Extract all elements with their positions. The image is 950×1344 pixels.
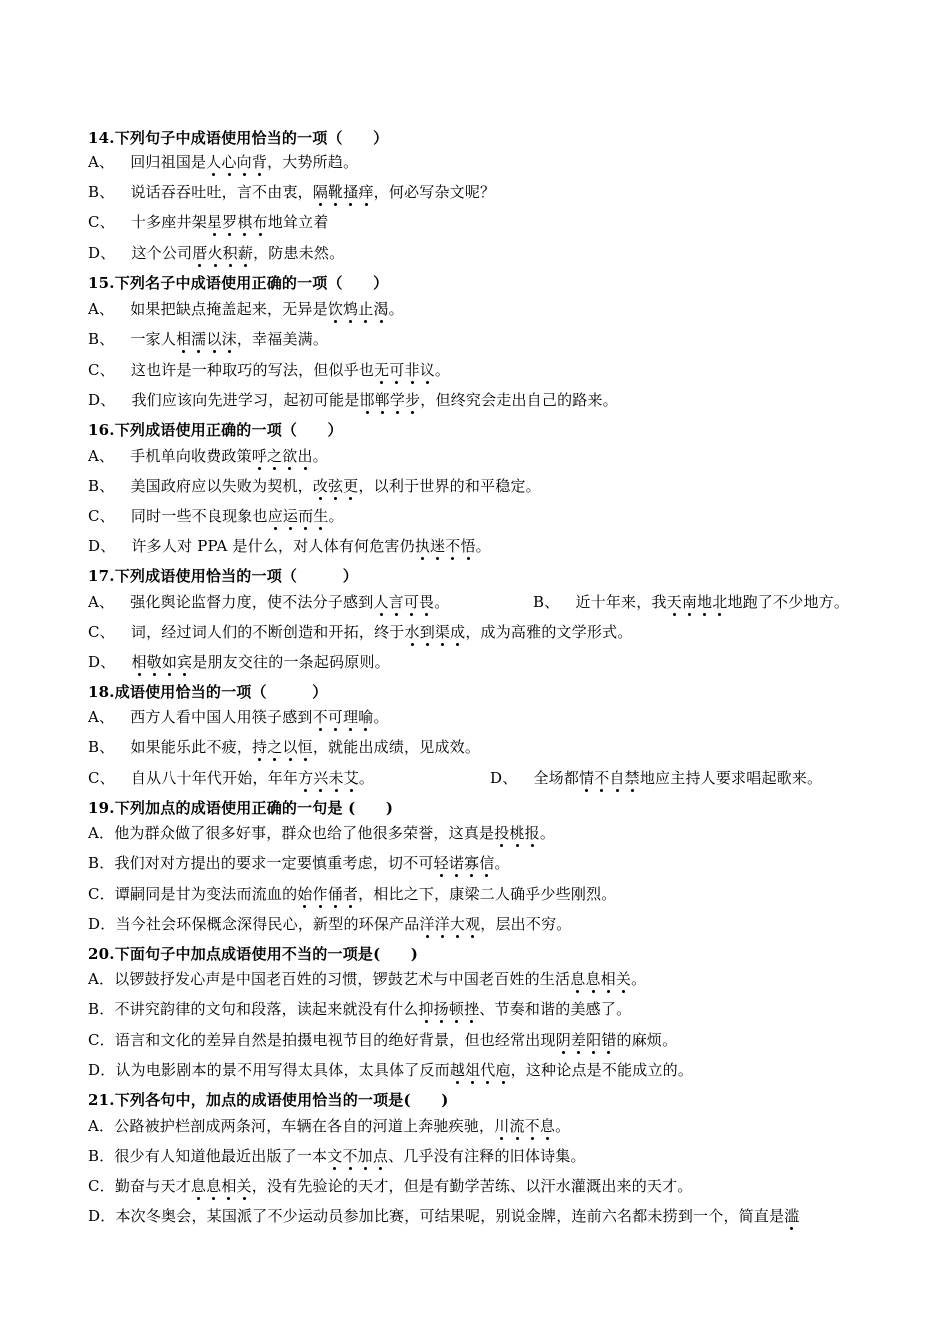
option-text-after: 。 <box>358 769 375 787</box>
option-text-after: 。 <box>373 708 389 726</box>
option-text-after: ，就能出成绩，见成效。 <box>312 738 481 756</box>
option-letter: D、 <box>88 391 116 409</box>
option-letter: B、 <box>88 738 115 756</box>
option-text-before: 如果能乐此不疲， <box>130 738 253 756</box>
option-text-before: 美国政府应以失败为契机， <box>130 477 313 495</box>
option-text-before: 回归祖国是 <box>130 153 207 171</box>
option-letter: C． <box>88 1177 115 1195</box>
option-letter: D、 <box>88 537 116 555</box>
answer-option[interactable] <box>88 506 344 526</box>
option-text-before: 认为电影剧本的景不用写得太具体，太具体了反而 <box>115 1061 450 1079</box>
option-text-after: ，没有先验论的天才，但是有勤学苦练、以汗水灌溉出来的天才。 <box>251 1177 693 1195</box>
answer-option[interactable] <box>88 1176 693 1196</box>
option-text-before: 我们应该向先进学习，起初可能是 <box>131 391 360 409</box>
option-text-before: 语言和文化的差异自然是拍摄电视节目的绝好背景，但也经常出现 <box>114 1031 556 1049</box>
emphasized-idiom: 阴差阳错 <box>555 1031 617 1049</box>
emphasized-idiom: 持之以恒 <box>252 738 313 756</box>
option-letter: B、 <box>88 477 115 495</box>
option-text-before: 说话吞吞吐吐，言不由衷， <box>130 183 313 201</box>
question-text: 下列各句中，加点的成语使用恰当的一项是( ) <box>114 1091 449 1109</box>
option-text-before: 手机单向收费政策 <box>130 447 252 465</box>
option-text-before: 勤奋与天才 <box>114 1177 191 1195</box>
option-text-before: 公路被护栏剖成两条河，车辆在各自的河道上奔驰疾驰， <box>114 1117 495 1135</box>
emphasized-idiom: 情不自禁 <box>579 769 640 787</box>
emphasized-idiom: 投桃报 <box>494 824 540 842</box>
option-text-before: 如果把缺点掩盖起来，无异是 <box>130 300 328 318</box>
option-text-after: 。 <box>555 1117 571 1135</box>
option-text-after: ，层出不穷。 <box>480 915 572 933</box>
answer-option[interactable] <box>88 823 555 843</box>
option-text-after: 。 <box>494 854 510 872</box>
option-text-after: 地应主持人要求唱起歌来。 <box>639 769 823 787</box>
answer-option[interactable] <box>88 390 618 410</box>
answer-option[interactable] <box>88 1206 799 1226</box>
option-text-before: 当今社会环保概念深得民心，新型的环保产品 <box>115 915 420 933</box>
option-text-before: 以锣鼓抒发心声是中国老百姓的习惯，锣鼓艺术与中国老百姓的生活 <box>114 970 571 988</box>
question-text: 下列句子中成语使用恰当的一项（ ） <box>114 129 389 147</box>
emphasized-idiom: 邯郸学步 <box>359 391 421 409</box>
option-letter: D． <box>88 1207 116 1225</box>
question-number: 18. <box>88 683 115 701</box>
emphasized-idiom: 轻诺寡信 <box>433 854 495 872</box>
question-stem <box>88 944 418 964</box>
question-stem <box>88 420 343 440</box>
answer-option[interactable] <box>88 707 389 727</box>
option-text-after: 。 <box>388 300 404 318</box>
option-letter: A、 <box>88 153 115 171</box>
answer-option[interactable] <box>88 1030 677 1050</box>
option-letter: B、 <box>533 593 560 611</box>
option-letter: D、 <box>490 769 518 787</box>
emphasized-idiom: 饮鸩止渴 <box>327 300 389 318</box>
option-letter: D． <box>88 915 116 933</box>
option-text-before: 全场都 <box>533 769 580 787</box>
option-text-after: 地耸立着 <box>267 213 329 231</box>
option-text-before: 这个公司 <box>131 244 193 262</box>
emphasized-idiom: 星罗棋布 <box>206 213 268 231</box>
emphasized-idiom: 应运而生 <box>267 507 329 525</box>
emphasized-idiom: 人言可畏 <box>373 593 435 611</box>
option-text-before: 他为群众做了很多好事，群众也给了他很多荣誉，这真是 <box>114 824 495 842</box>
option-letter: A、 <box>88 708 115 726</box>
emphasized-idiom: 相濡以沫 <box>176 330 237 348</box>
emphasized-idiom: 不可理喻 <box>312 708 374 726</box>
question-number: 17. <box>88 567 115 585</box>
option-letter: D、 <box>88 244 116 262</box>
emphasized-idiom: 呼之欲出 <box>251 447 313 465</box>
option-text-before: 近十年来，我 <box>575 593 667 611</box>
option-text-before: 一家人 <box>130 330 177 348</box>
option-letter: C、 <box>88 769 115 787</box>
option-text-before: 本次冬奥会，某国派了不少运动员参加比赛，可结果呢，别说金牌，连前六名都未捞到一个，简直是 <box>115 1207 785 1225</box>
option-text-after: 。 <box>434 593 450 611</box>
option-text-before: 这也许是一种取巧的写法，但似乎也 <box>130 361 375 379</box>
answer-option[interactable] <box>88 737 480 757</box>
question-text: 下列加点的成语使用正确的一句是 ( ) <box>114 799 394 817</box>
answer-option[interactable] <box>88 1116 570 1136</box>
answer-option[interactable] <box>88 152 358 172</box>
question-stem <box>88 1090 449 1110</box>
answer-option[interactable] <box>88 299 404 319</box>
emphasized-idiom: 滥 <box>784 1207 800 1225</box>
emphasized-idiom: 川流不息 <box>494 1117 556 1135</box>
option-letter: C、 <box>88 507 115 525</box>
question-number: 14. <box>88 129 115 147</box>
emphasized-idiom: 抑扬顿挫 <box>418 1000 480 1018</box>
answer-option[interactable] <box>88 329 328 349</box>
question-stem <box>88 682 328 702</box>
question-stem <box>88 798 393 818</box>
answer-option[interactable] <box>88 243 344 263</box>
option-text-after: 的麻烦。 <box>616 1031 678 1049</box>
option-letter: A、 <box>88 447 115 465</box>
option-text-before: 不讲究韵律的文句和段落，读起来就没有什么 <box>114 1000 419 1018</box>
emphasized-idiom: 始作俑者 <box>297 885 359 903</box>
option-text-before: 十多座井架 <box>130 213 207 231</box>
option-letter: C、 <box>88 623 115 641</box>
question-text: 下列名子中成语使用正确的一项（ ） <box>114 274 389 292</box>
question-text: 下面句子中加点成语使用不当的一项是( ) <box>114 945 419 963</box>
answer-option[interactable] <box>88 999 631 1019</box>
option-letter: A． <box>88 970 115 988</box>
option-text-before: 词，经过词人们的不断创造和开拓，终于 <box>130 623 405 641</box>
option-text-after: ，大势所趋。 <box>267 153 359 171</box>
emphasized-idiom: 执迷不悟 <box>414 537 476 555</box>
option-letter: A． <box>88 824 115 842</box>
answer-option[interactable] <box>88 622 633 642</box>
option-text-before: 自从八十年代开始，年年 <box>130 769 299 787</box>
option-text-after: ，成为高雅的文学形式。 <box>465 623 633 641</box>
option-text-after: 地跑了不少地方。 <box>727 593 850 611</box>
answer-option[interactable] <box>88 884 617 904</box>
option-letter: B． <box>88 1147 115 1165</box>
answer-option[interactable] <box>88 476 541 496</box>
option-text-after: 、节奏和谐的美感了。 <box>479 1000 632 1018</box>
option-text-after: ，以利于世界的和平稳定。 <box>358 477 541 495</box>
emphasized-idiom: 隔靴搔痒 <box>312 183 374 201</box>
option-letter: C、 <box>88 213 115 231</box>
option-text-before: 同时一些不良现象也 <box>130 507 268 525</box>
question-number: 19. <box>88 799 115 817</box>
emphasized-idiom: 天南地北 <box>666 593 728 611</box>
answer-option[interactable] <box>88 1146 586 1166</box>
emphasized-idiom: 文不加点 <box>327 1147 389 1165</box>
answer-option[interactable] <box>88 853 510 873</box>
emphasized-idiom: 无可非议 <box>374 361 435 379</box>
option-letter: B． <box>88 854 115 872</box>
option-text-after: ，防患未然。 <box>253 244 345 262</box>
option-text-after: 。 <box>434 361 451 379</box>
option-letter: A、 <box>88 300 115 318</box>
emphasized-idiom: 息息相关 <box>190 1177 252 1195</box>
option-text-after: 。 <box>631 970 647 988</box>
answer-option[interactable] <box>88 652 390 672</box>
emphasized-idiom: 水到渠成 <box>404 623 466 641</box>
option-letter: A、 <box>88 593 115 611</box>
option-letter: D、 <box>88 653 116 671</box>
option-letter: C、 <box>88 361 115 379</box>
option-text-after: 。 <box>328 507 344 525</box>
option-text-after: 、几乎没有注释的旧体诗集。 <box>388 1147 586 1165</box>
option-text-before: 强化舆论监督力度，使不法分子感到 <box>130 593 374 611</box>
question-number: 15. <box>88 274 115 292</box>
question-text: 下列成语使用恰当的一项（ ） <box>114 567 358 585</box>
option-text-after: ，何必写杂文呢？ <box>373 183 496 201</box>
option-text-after: 。 <box>312 447 328 465</box>
option-letter: B、 <box>88 330 115 348</box>
option-letter: C． <box>88 1031 115 1049</box>
emphasized-idiom: 改弦更 <box>312 477 359 495</box>
emphasized-idiom: 人心向背 <box>206 153 268 171</box>
question-number: 16. <box>88 421 115 439</box>
answer-option[interactable] <box>88 182 495 202</box>
question-stem <box>88 566 358 586</box>
answer-option[interactable] <box>88 212 329 232</box>
option-text-before: 谭嗣同是甘为变法而流血的 <box>114 885 298 903</box>
answer-option[interactable] <box>88 969 646 989</box>
answer-option[interactable] <box>88 768 823 788</box>
option-text-before: 西方人看中国人用筷子感到 <box>130 708 313 726</box>
answer-option[interactable] <box>533 592 849 612</box>
option-letter: B、 <box>88 183 115 201</box>
option-letter: A． <box>88 1117 115 1135</box>
question-text: 成语使用恰当的一项（ ） <box>114 683 328 701</box>
emphasized-idiom: 越俎代庖 <box>449 1061 511 1079</box>
answer-option[interactable] <box>88 360 450 380</box>
question-stem <box>88 128 388 148</box>
option-text-after: ，但终究会走出自己的路来。 <box>420 391 618 409</box>
emphasized-idiom: 洋洋大观 <box>419 915 481 933</box>
question-stem <box>88 273 388 293</box>
option-text-before: 我们对对方提出的要求一定要慎重考虑，切不可 <box>114 854 434 872</box>
emphasized-idiom: 息息相关 <box>570 970 632 988</box>
option-text-before: 很少有人知道他最近出版了一本 <box>114 1147 328 1165</box>
option-text-after: ，幸福美满。 <box>236 330 329 348</box>
question-number: 21. <box>88 1091 115 1109</box>
emphasized-idiom: 方兴未艾 <box>298 769 359 787</box>
option-letter: B． <box>88 1000 115 1018</box>
option-text-before: 许多人对 PPA 是什么，对人体有何危害仍 <box>131 537 415 555</box>
answer-option[interactable] <box>88 592 850 612</box>
emphasized-idiom: 相敬如宾 <box>131 653 193 671</box>
option-letter: C． <box>88 885 115 903</box>
question-text: 下列成语使用正确的一项（ ） <box>114 421 343 439</box>
answer-option[interactable] <box>490 768 822 788</box>
answer-option[interactable] <box>88 446 328 466</box>
option-text-after: ，这种论点是不能成立的。 <box>510 1061 694 1079</box>
option-text-after: 是朋友交往的一条起码原则。 <box>192 653 390 671</box>
option-text-after: 。 <box>539 824 556 842</box>
answer-option[interactable] <box>88 536 491 556</box>
answer-option[interactable] <box>88 1060 693 1080</box>
option-text-after: ，相比之下，康梁二人确乎少些刚烈。 <box>358 885 617 903</box>
option-letter: D． <box>88 1061 116 1079</box>
emphasized-idiom: 厝火积薪 <box>192 244 254 262</box>
option-text-after: 。 <box>475 537 491 555</box>
question-number: 20. <box>88 945 115 963</box>
answer-option[interactable] <box>88 914 571 934</box>
